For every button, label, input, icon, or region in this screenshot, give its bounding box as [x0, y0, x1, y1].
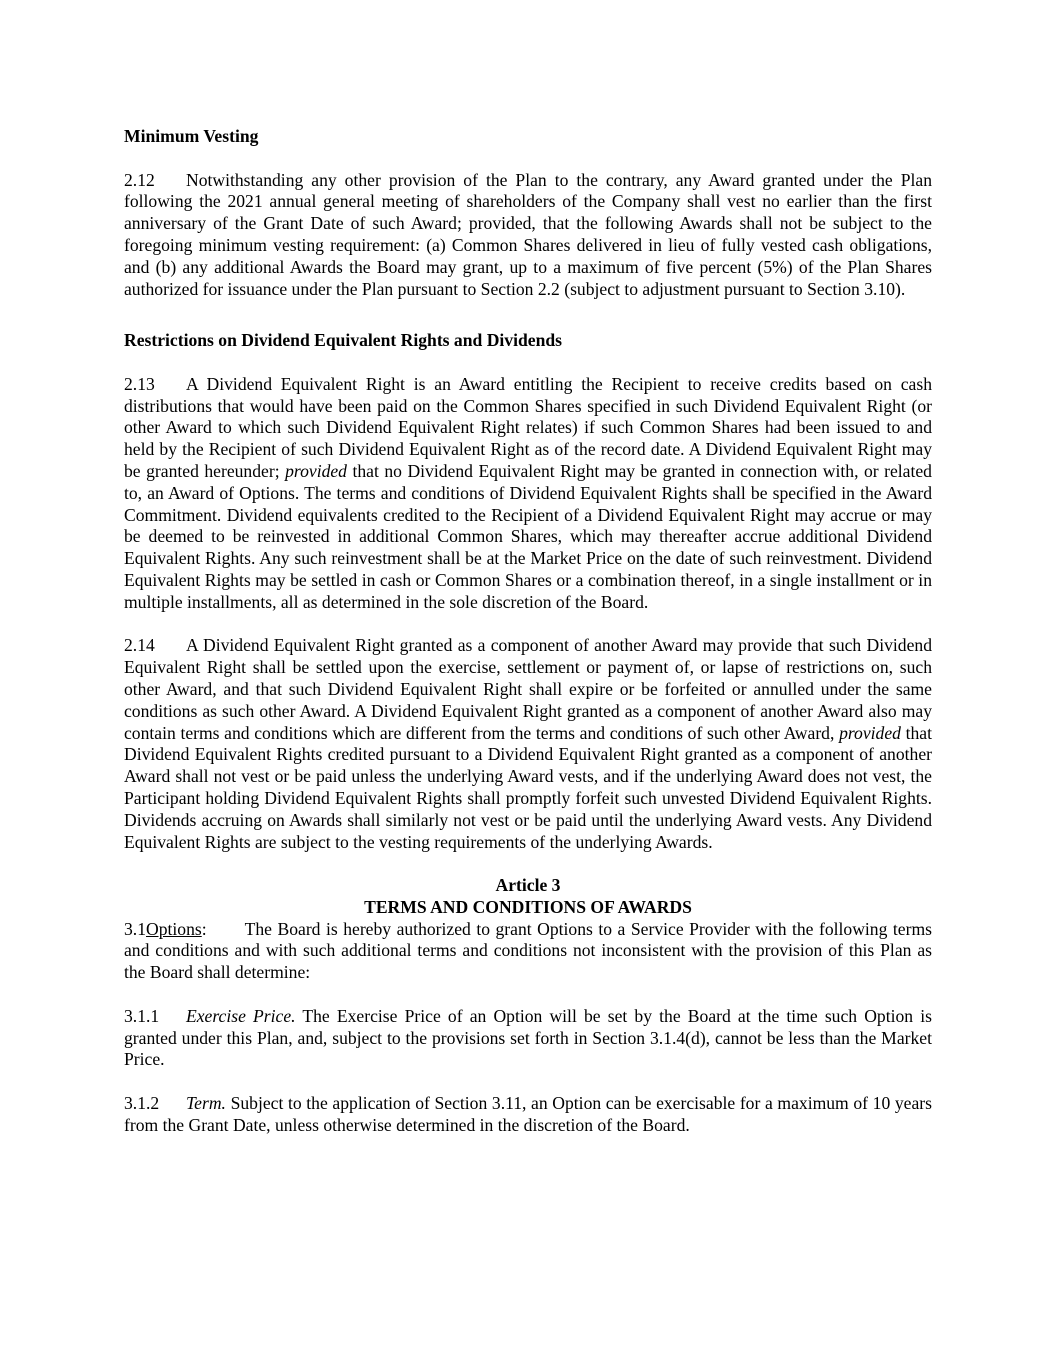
- paragraph-text: A Dividend Equivalent Right is an Award entitling the Recipient to receive credits based on cash distributions that would have been paid on the Common Shares specified in such Dividend Equivalent Right (or other Award to which such Dividend Equivalent Right relates) if such Common Shares had been issued to and held by the Recipient of such Dividend Equivalent Right as of the record date. A Dividend Equivalent Right may be granted hereunder;: [124, 373, 932, 481]
- section-number: 2.12: [124, 169, 155, 190]
- section-label-options: Options: [146, 918, 202, 939]
- paragraph-3-1: [124, 919, 932, 984]
- paragraph-2-14: [124, 635, 932, 853]
- paragraph-3-1-2: [124, 1093, 932, 1137]
- document-page: [124, 118, 932, 1137]
- italic-term: Term.: [186, 1093, 226, 1114]
- article-title: TERMS AND CONDITIONS OF AWARDS: [364, 896, 692, 917]
- heading-dividend-restrictions: Restrictions on Dividend Equivalent Rights and Dividends: [124, 330, 562, 351]
- paragraph-text: that Dividend Equivalent Rights credited pursuant to a Dividend Equivalent Right granted as a component of another Award shall not vest or be paid unless the underlying Award vests, and if the underlying Award does not vest, the Participant holding Dividend Equivalent Rights shall promptly forfeit such unvested Dividend Equivalent Rights. Dividends accruing on Awards shall similarly not vest or be paid until the underlying Award vests. Any Dividend Equivalent Rights are subject to the vesting requirements of the underlying Awards.: [124, 722, 933, 852]
- paragraph-text: A Dividend Equivalent Right granted as a component of another Award may provide that such Dividend Equivalent Right shall be settled upon the exercise, settlement or payment of, or lapse of restrictions on, such other Award, and that such Dividend Equivalent Right shall expire or be forfeited or annulled under the same conditions as such other Award. A Dividend Equivalent Right granted as a component of another Award also may contain terms and conditions which are different from the terms and conditions of such other Award,: [124, 635, 932, 743]
- paragraph-text: Notwithstanding any other provision of the Plan to the contrary, any Award granted under the Plan following the 2021 annual general meeting of shareholders of the Company shall vest no earlier than the first anniversary of the Grant Date of such Award; provided, that the following Awards shall not be subject to the foregoing minimum vesting requirement: (a) Common Shares delivered in lieu of fully vested cash obligations, and (b) any additional Awards the Board may grant, up to a maximum of five percent (5%) of the Plan Shares authorized for issuance under the Plan pursuant to Section 2.2 (subject to adjustment pursuant to Section 3.10).: [124, 169, 932, 299]
- section-number: 3.1.1: [124, 1005, 160, 1026]
- paragraph-text: Subject to the application of Section 3.11, an Option can be exercisable for a maximum of 10 years from the Grant Date, unless otherwise determined in the discretion of the Board.: [124, 1093, 933, 1135]
- paragraph-text: The Board is hereby authorized to grant Options to a Service Provider with the following terms and conditions and with such additional terms and conditions not inconsistent with the provision of this Plan as the Board shall determine:: [124, 918, 932, 983]
- article-label: Article 3: [495, 875, 561, 896]
- section-number: 3.1: [124, 918, 146, 939]
- italic-term: provided: [285, 460, 347, 481]
- paragraph-text: The Exercise Price of an Option will be set by the Board at the time such Option is granted under this Plan, and, subject to the provisions set forth in Section 3.1.4(d), cannot be less than the Market Price.: [124, 1005, 932, 1070]
- paragraph-2-13: [124, 374, 932, 614]
- paragraph-text: that no Dividend Equivalent Right may be granted in connection with, or related to, an Award of Options. The terms and conditions of Dividend Equivalent Rights shall be specified in the Award Commitment. Dividend equivalents credited to the Recipient of a Dividend Equivalent Right may accrue or may be deemed to be reinvested in additional Common Shares, which may thereafter accrue additional Dividend Equivalent Rights. Any such reinvestment shall be at the Market Price on the date of such reinvestment. Dividend Equivalent Rights may be settled in cash or Common Shares or a combination thereof, in a single installment or in multiple installments, all as determined in the sole discretion of the Board.: [124, 460, 932, 612]
- paragraph-2-12: [124, 170, 932, 301]
- italic-term: provided: [839, 722, 901, 743]
- section-number: 3.1.2: [124, 1093, 160, 1114]
- heading-minimum-vesting: Minimum Vesting: [124, 126, 259, 146]
- paragraph-3-1-1: [124, 1006, 932, 1071]
- colon: :: [201, 918, 207, 939]
- section-number: 2.13: [124, 373, 155, 394]
- section-number: 2.14: [124, 635, 155, 656]
- italic-term: Exercise Price.: [186, 1005, 296, 1026]
